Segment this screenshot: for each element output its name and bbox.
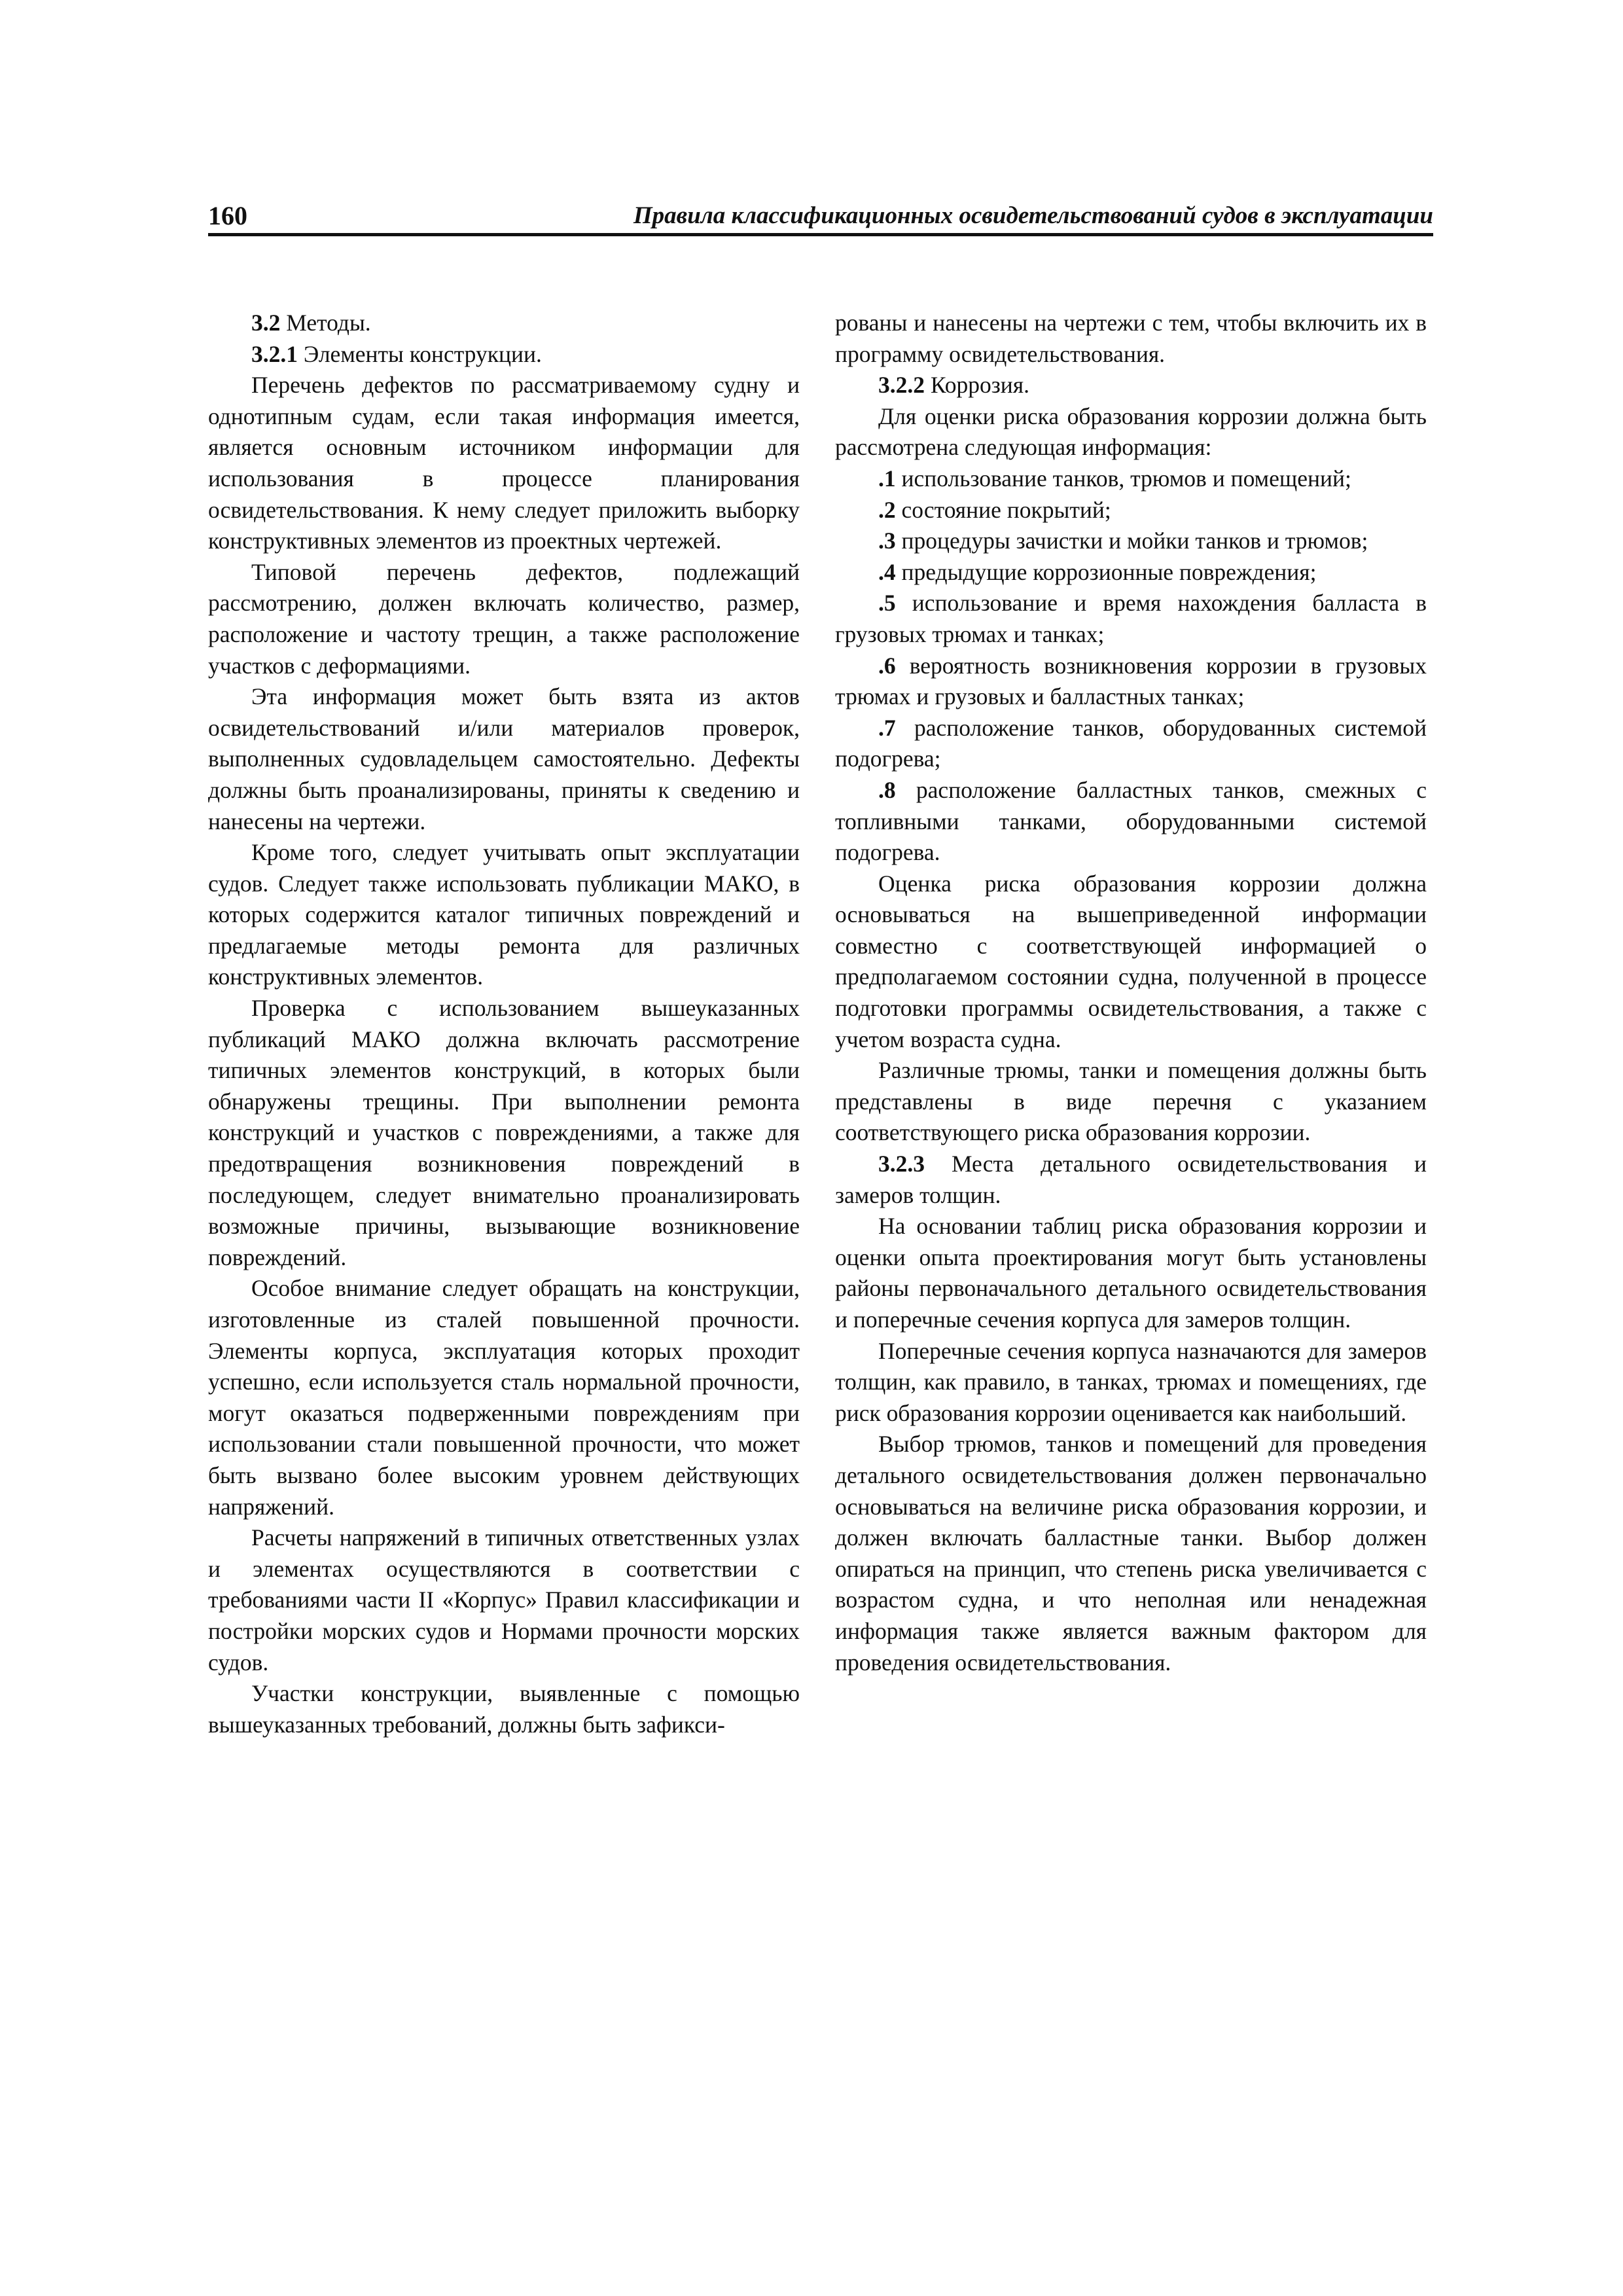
- list-item-text: расположение танков, оборудованных системой подогрева;: [835, 714, 1427, 772]
- paragraph: Кроме того, следует учитывать опыт эксплуатации судов. Следует также использовать публикации МАКО, в которых содержится каталог типичных повреждений и предлагаемые методы ремонта для различных конструктивных элементов.: [208, 839, 800, 990]
- list-item-text: предыдущие коррозионные повреждения;: [895, 558, 1317, 585]
- paragraph: Для оценки риска образования коррозии должна быть рассмотрена следующая информация:: [835, 403, 1427, 461]
- list-item-number: .2: [878, 496, 896, 523]
- list-item: [835, 713, 1427, 775]
- list-item-number: .5: [878, 590, 896, 617]
- paragraph: Поперечные сечения корпуса назначаются для замеров толщин, как правило, в танках, трюмах и помещениях, где риск образования коррозии оценивается как наибольший.: [835, 1337, 1427, 1426]
- list-item-number: .3: [878, 528, 896, 554]
- paragraph: Участки конструкции, выявленные с помощью вышеуказанных требований, должны быть зафикси-: [208, 1680, 800, 1738]
- subsection-number: 3.2.3: [878, 1151, 925, 1177]
- paragraph: Выбор трюмов, танков и помещений для проведения детального освидетельствования должен первоначально основываться на величине риска образования коррозии, и должен включать балластные танки. Выбор должен опираться на принцип, что степень риска увеличивается с возрастом судна, и что неполная или ненадежная информация также является важным фактором для проведения освидетельствования.: [835, 1431, 1427, 1676]
- section-number: 3.2: [251, 310, 281, 336]
- paragraph: На основании таблиц риска образования коррозии и оценки опыта проектирования могут быть установлены районы первоначального детального освидетельствования и поперечные сечения корпуса для замеров толщин.: [835, 1213, 1427, 1333]
- list-item: [835, 651, 1427, 713]
- page-number: 160: [208, 201, 247, 230]
- paragraph: Проверка с использованием вышеуказанных публикаций МАКО должна включать рассмотрение типичных элементов конструкций, в которых были обнаружены трещины. При выполнении ремонта конструкций и участков с повреждениями, а также для предотвращения возникновения повреждений в последующем, следует внимательно проанализировать возможные причины, вызывающие возникновение повреждений.: [208, 995, 800, 1270]
- list-item-text: вероятность возникновения коррозии в грузовых трюмах и грузовых и балластных танках;: [835, 652, 1427, 710]
- list-item: [835, 588, 1427, 650]
- section-heading: [208, 308, 800, 339]
- right-column: [835, 308, 1427, 1678]
- paragraph: Различные трюмы, танки и помещения должны быть представлены в виде перечня с указанием соответствующего риска образования коррозии.: [835, 1057, 1427, 1146]
- paragraph: Перечень дефектов по рассматриваемому судну и однотипным судам, если такая информация имеется, является основным источником информации для использования в процессе планирования освидетельствования. К нему следует приложить выборку конструктивных элементов из проектных чертежей.: [208, 372, 800, 554]
- list-item-text: расположение балластных танков, смежных с топливными танками, оборудованными системой подогрева.: [835, 776, 1427, 866]
- paragraph: Особое внимание следует обращать на конструкции, изготовленные из сталей повышенной прочности. Элементы корпуса, эксплуатация которых проходит успешно, если используется сталь нормальной прочности, могут оказаться подверженными повреждениям при использовании стали повышенной прочности, что может быть вызвано более высоким уровнем действующих напряжений.: [208, 1275, 800, 1520]
- subsection-title: Коррозия.: [925, 372, 1030, 399]
- list-item-number: .8: [878, 776, 896, 803]
- left-column: [208, 308, 800, 1740]
- subsection-title: Элементы конструкции.: [298, 340, 542, 367]
- list-item-number: .7: [878, 714, 896, 741]
- paragraph: Эта информация может быть взята из актов освидетельствований и/или материалов проверок, выполненных судовладельцем самостоятельно. Дефекты должны быть проанализированы, приняты к сведению и нанесены на чертежи.: [208, 683, 800, 834]
- subsection-number: 3.2.2: [878, 372, 925, 399]
- list-item: [835, 526, 1427, 557]
- list-item: [835, 557, 1427, 588]
- subsection-heading: [835, 1149, 1427, 1211]
- running-title: Правила классификационных освидетельствований судов в эксплуатации: [633, 202, 1433, 229]
- subsection-heading: [208, 339, 800, 370]
- list-item: [835, 775, 1427, 869]
- paragraph: Расчеты напряжений в типичных ответственных узлах и элементах осуществляются в соответствии с требованиями части II «Корпус» Правил классификации и постройки морских судов и Нормами прочности морских судов.: [208, 1524, 800, 1676]
- subsection-number: 3.2.1: [251, 340, 298, 367]
- list-item-text: процедуры зачистки и мойки танков и трюмов;: [895, 528, 1368, 554]
- list-item: [835, 463, 1427, 495]
- section-title: Методы.: [280, 310, 371, 336]
- list-item-number: .4: [878, 558, 896, 585]
- subsection-heading: [835, 370, 1427, 401]
- paragraph: Оценка риска образования коррозии должна основываться на вышеприведенной информации совместно с соответствующей информацией о предполагаемом состоянии судна, полученной в процессе подготовки программы освидетельствования, а также с учетом возраста судна.: [835, 870, 1427, 1052]
- list-item: [835, 495, 1427, 526]
- list-item-number: .6: [878, 652, 896, 679]
- list-item-text: использование и время нахождения балласта в грузовых трюмах и танках;: [835, 590, 1427, 647]
- list-item-text: состояние покрытий;: [895, 496, 1111, 523]
- subsection-title: Места детального освидетельствования и замеров толщин.: [835, 1151, 1427, 1208]
- list-item-number: .1: [878, 465, 896, 492]
- list-item-text: использование танков, трюмов и помещений;: [895, 465, 1351, 492]
- paragraph: Типовой перечень дефектов, подлежащий рассмотрению, должен включать количество, размер, расположение и частоту трещин, а также расположение участков с деформациями.: [208, 558, 800, 679]
- page-header: [208, 196, 1433, 236]
- paragraph: рованы и нанесены на чертежи с тем, чтобы включить их в программу освидетельствования.: [835, 310, 1427, 367]
